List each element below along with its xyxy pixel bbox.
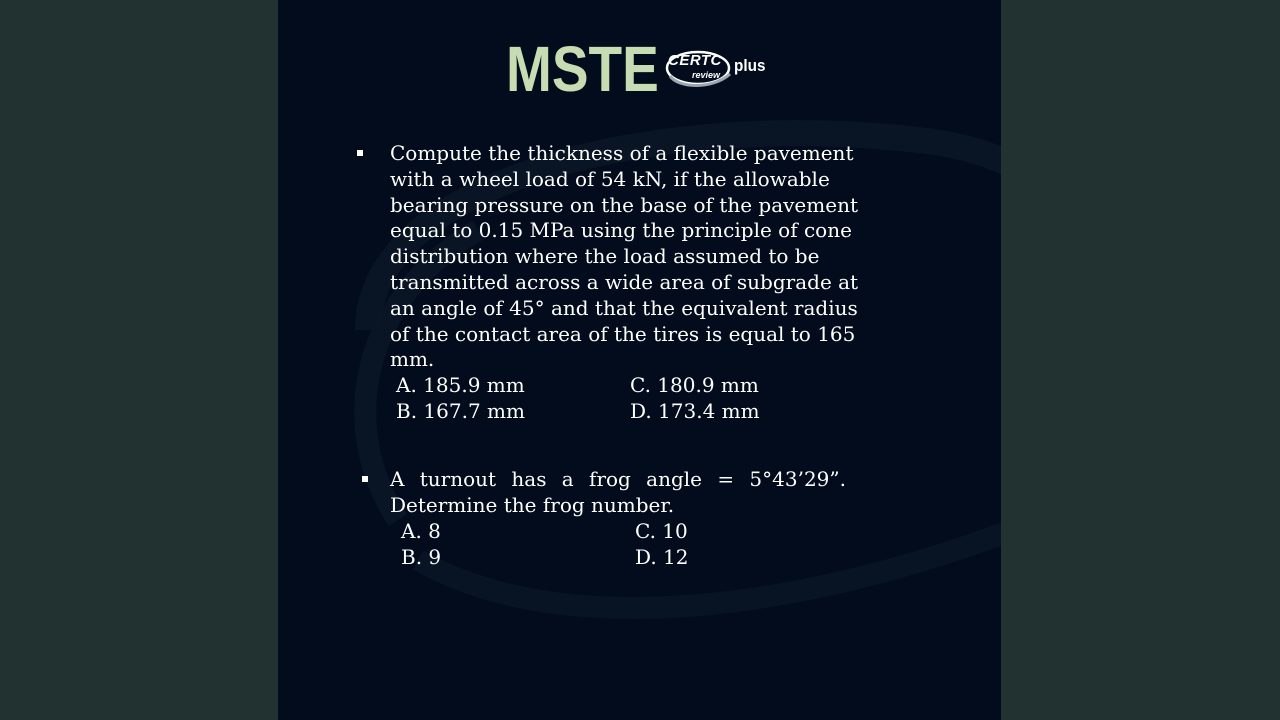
choice-2-b: B. 9 (401, 545, 442, 569)
logo-plus-text: plus (734, 56, 766, 75)
bullet-2 (362, 476, 368, 482)
logo-wordmark: CERTC (668, 52, 722, 69)
question-1 (390, 141, 880, 431)
question-1-text: Compute the thickness of a flexible pavement with a wheel load of 54 kN, if the allowable bearing pressure on the base of the pavement equal to 0.15 MPa using the principle of cone distribution where the load assumed to be transmitted across a wide area of subgrade at an angle of 45° and that the equivalent radius of the contact area of the tires is equal to 165 mm. (390, 141, 859, 372)
question-2 (390, 467, 880, 577)
page-title: MSTE (506, 33, 659, 105)
question-2-text: A turnout has a frog angle = 5°43’29”. Determine the frog number. (390, 467, 846, 517)
choice-2-c: C. 10 (635, 519, 688, 543)
choice-2-a: A. 8 (401, 519, 441, 543)
choice-1-a: A. 185.9 mm (396, 373, 525, 397)
choice-1-d: D. 173.4 mm (630, 399, 760, 423)
choice-2-d: D. 12 (635, 545, 689, 569)
choice-1-c: C. 180.9 mm (630, 373, 759, 397)
logo-subtext: review (692, 70, 721, 80)
choice-1-b: B. 167.7 mm (396, 399, 525, 423)
bullet-1 (357, 150, 363, 156)
presentation-slide (278, 0, 1001, 720)
certc-logo (664, 46, 766, 90)
